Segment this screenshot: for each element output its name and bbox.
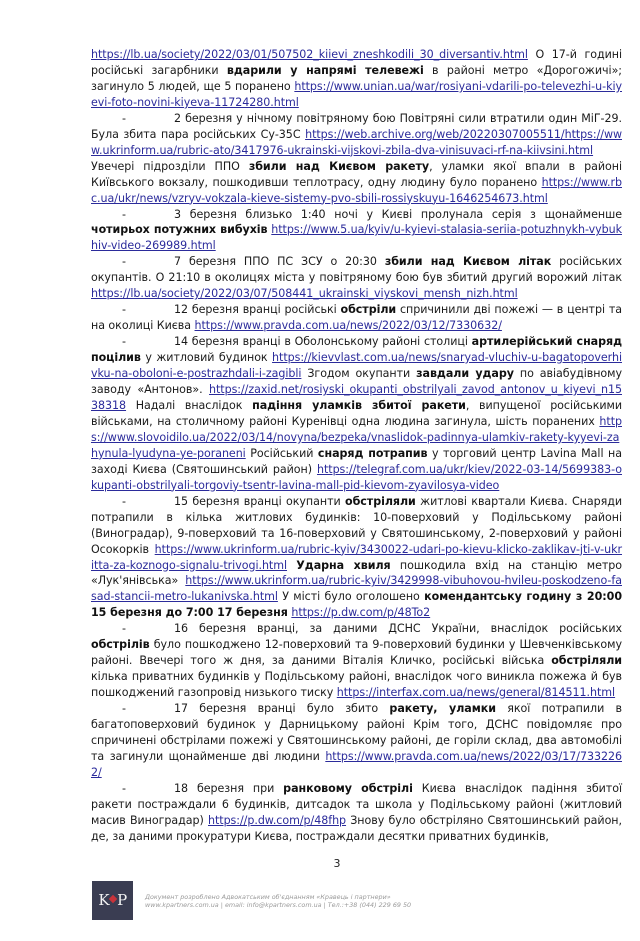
emphasized-text: збили над Києвом ракету: [248, 159, 430, 173]
emphasized-text: завдали удару: [416, 367, 514, 381]
list-dash-icon: -: [122, 494, 126, 508]
body-text: 16 березня вранці, за даними ДСНС України, внаслідок російських: [174, 622, 622, 636]
body-text: Увечері підрозділи ППО: [91, 159, 249, 173]
emphasized-text: ранковому обстрілі: [283, 781, 413, 795]
body-text: в районі метро «Дорогожичі»; загинуло 5 людей, ще 5 поранено: [91, 63, 622, 93]
source-link[interactable]: https://lb.ua/society/2022/03/07/508441_ukrainski_viyskovi_mensh_nizh.html: [91, 287, 518, 301]
footer-line-contacts: www.kpartners.com.ua | email: info@kpartners.com.ua | Тел.:+38 (044) 229 69 50: [145, 900, 412, 909]
emphasized-text: артилерійський снаряд поцілив: [91, 335, 622, 365]
paragraph: [91, 701, 622, 781]
list-dash-icon: -: [122, 781, 126, 795]
body-text: Києва внаслідок падіння збитої ракети постраждали 6 будинків, дитсадок та школа у Подільському районі (житловий масив Виноградар): [91, 781, 622, 827]
body-text: 15 березня вранці окупанти: [174, 494, 346, 508]
body-text: російських окупантів. О 21:10 в околицях міста у повітряному бою був збитий другий ворожий літак: [91, 255, 622, 285]
emphasized-text: обстрілів: [91, 638, 150, 652]
source-link[interactable]: https://www.ukrinform.ua/rubric-kyiv/3430022-udari-po-kievu-klicko-zaklikav-jti-v-ukritta-za-koznogo-signalu-trivogi.html: [91, 542, 622, 572]
body-text: житлові квартали Києва. Снаряди потрапили в кілька житлових будинків: 10-поверховий у Подільському районі (Виноградар), 9-поверховий та 16-поверховий у Святошинському, 2-поверховий у районі Осокорків: [91, 494, 622, 556]
body-text: кілька приватних будинків у Подільському районі, внаслідок чого виникла пожежа й був пошкоджений газопровід низького тиску: [91, 670, 622, 700]
body-text: якої потрапили в багатоповерховий будинок у Дарницькому районі Крім того, ДСНС повідомляє про спричинені обстрілами пожежі у Святошинському районі, де горіли склад, два автомобілі та загинули щонайменше дві людини: [91, 702, 622, 763]
emphasized-text: обстріли: [340, 303, 397, 317]
emphasized-text: обстріляли: [551, 654, 622, 668]
body-text: 12 березня вранці російські: [174, 303, 341, 317]
emphasized-text: Ударна хвиля: [296, 558, 391, 572]
page-number: 3: [333, 856, 341, 870]
logo-letter-right: P: [117, 891, 127, 910]
list-dash-icon: -: [122, 207, 126, 221]
source-link[interactable]: https://www.pravda.com.ua/news/2022/03/17/7332262/: [91, 749, 622, 779]
body-text: У місті було оголошено: [277, 590, 425, 604]
body-text: Знову було обстріляно Святошинський район, де, за даними прокуратури Києва, постраждали десятки приватних будинків,: [91, 813, 622, 843]
footer-text: [145, 893, 411, 909]
body-text: , випущеної російськими військами, на столичному районі Куренівці одна людина загинула, шість поранених: [91, 398, 622, 428]
paragraph: [91, 621, 622, 701]
list-dash-icon: -: [122, 255, 126, 269]
source-link[interactable]: https://www.slovoidilo.ua/2022/03/14/novyna/bezpeka/vnaslidok-padinnya-ulamkiv-rakety-kyyevi-zahynula-lyudyna-ye-poraneni: [91, 414, 622, 460]
body-text: 14 березня вранці в Оболонському районі столиці: [174, 335, 472, 349]
list-dash-icon: -: [122, 622, 126, 636]
body-text: 2 березня у нічному повітряному бою Повітряні сили втратили один МіГ-29. Була збита пара російських Су-35С: [91, 111, 622, 141]
body-text: , уламки якої впали в районі Київського вокзалу, пошкодивши теплотрасу, одну людину було поранено: [91, 159, 623, 189]
source-link[interactable]: https://p.dw.com/p/48fhp: [207, 813, 347, 827]
body-text: Згодом окупанти: [301, 367, 417, 381]
document-body: [91, 47, 622, 845]
page-footer: [92, 881, 612, 921]
body-text: пошкодила вхід на станцію метро «Лук'янівська»: [91, 558, 622, 588]
body-text: О 17-й годині російські загарбники: [91, 48, 622, 77]
body-text: 18 березня при: [174, 781, 284, 795]
body-text: у житловий будинок: [140, 351, 273, 365]
emphasized-text: чотирьох потужних вибухів: [91, 223, 268, 237]
paragraph: [91, 334, 622, 494]
emphasized-text: падіння уламків збитої ракети: [252, 398, 466, 412]
body-text: [287, 559, 296, 572]
body-text: спричинили дві пожежі — в центрі та на околиці Києва: [91, 303, 622, 333]
body-text: було пошкоджено 12-поверховий та 9-поверховий будинки у Шевченківському районі. Ввечері того ж дня, за даними Віталія Кличко, російські війська: [91, 638, 622, 668]
footer-line-authorship: Документ розроблено Адвокатським об'єднанням «Кравець і партнери»: [145, 892, 391, 901]
emphasized-text: вдарили у напрямі телевежі: [226, 63, 424, 77]
source-link[interactable]: https://www.5.ua/kyiv/u-kyievi-stalasia-seriia-potuzhnykh-vybukhiv-video-269989.html: [91, 223, 622, 253]
source-link[interactable]: https://www.unian.ua/war/rosiyani-vdarili-po-televezhi-u-kiyevi-foto-novini-kiyeva-11724280.html: [91, 79, 622, 109]
list-dash-icon: -: [122, 111, 126, 125]
body-text: 7 березня ППО ПС ЗСУ о 20:30: [174, 255, 385, 269]
emphasized-text: збили над Києвом літак: [384, 255, 552, 269]
logo-letter-left: K: [98, 891, 110, 910]
paragraph: [91, 111, 622, 207]
paragraph: [91, 47, 622, 111]
paragraph: [91, 781, 622, 845]
paragraph: [91, 207, 622, 255]
diamond-icon: [109, 895, 117, 903]
source-link[interactable]: https://zaxid.net/rosiyski_okupanti_obstrilyali_zavod_antonov_u_kiyevi_n1538318: [91, 383, 622, 412]
source-link[interactable]: https://web.archive.org/web/20220307005511/https://www.ukrinform.ua/rubric-ato/3417976-ukrainski-vijskovi-zbila-dva-vinisuvaci-rf-na-kiivsini.html: [91, 127, 622, 157]
source-link[interactable]: https://telegraf.com.ua/ukr/kiev/2022-03-14/5699383-okupanti-obstrilyali-torgoviy-tsentr-lavina-mall-pid-kievom-zyavilosya-video: [91, 462, 622, 492]
source-link[interactable]: https://p.dw.com/p/48To2: [291, 606, 431, 620]
source-link[interactable]: https://www.pravda.com.ua/news/2022/03/12/7330632/: [194, 319, 502, 333]
emphasized-text: комендантську годину з 20:00 15 березня до 7:00 17 березня: [91, 590, 622, 620]
source-link[interactable]: https://interfax.com.ua/news/general/814511.html: [336, 686, 616, 700]
body-text: 17 березня вранці було збито: [174, 702, 390, 716]
source-link[interactable]: https://kievvlast.com.ua/news/snaryad-vluchiv-u-bagatopoverhivku-na-oboloni-e-postrazhdali-i-zagibli: [91, 351, 622, 381]
body-text: по авіабудівному заводу «Антонов».: [91, 367, 623, 397]
emphasized-text: ракету, уламки: [389, 702, 496, 716]
paragraph: [91, 254, 622, 302]
list-dash-icon: -: [122, 702, 126, 716]
emphasized-text: снаряд потрапив: [317, 446, 428, 460]
body-text: Російський: [245, 446, 318, 460]
source-link[interactable]: https://www.ukrinform.ua/rubric-kyiv/3429998-vibuhovou-hvileu-poskodzeno-fasad-stancii-metro-lukanivska.html: [91, 574, 622, 604]
body-text: 3 березня близько 1:40 ночі у Києві пролунала серія з щонайменше: [174, 207, 622, 221]
firm-logo: [92, 881, 133, 920]
emphasized-text: обстріляли: [345, 494, 416, 508]
paragraph: [91, 494, 622, 622]
paragraph: [91, 302, 622, 334]
list-dash-icon: -: [122, 303, 126, 317]
body-text: у торговий центр Lavina Mall на заході Києва (Святошинський район): [91, 446, 622, 476]
list-dash-icon: -: [122, 335, 126, 349]
source-link[interactable]: https://lb.ua/society/2022/03/01/507502_kiievi_zneshkodili_30_diversantiv.html: [91, 48, 528, 61]
source-link[interactable]: https://www.rbc.ua/ukr/news/vzryv-vokzala-kieve-sistemy-pvo-sbili-rossiyskuyu-1646254673.html: [91, 175, 622, 205]
body-text: Надалі внаслідок: [126, 398, 253, 412]
